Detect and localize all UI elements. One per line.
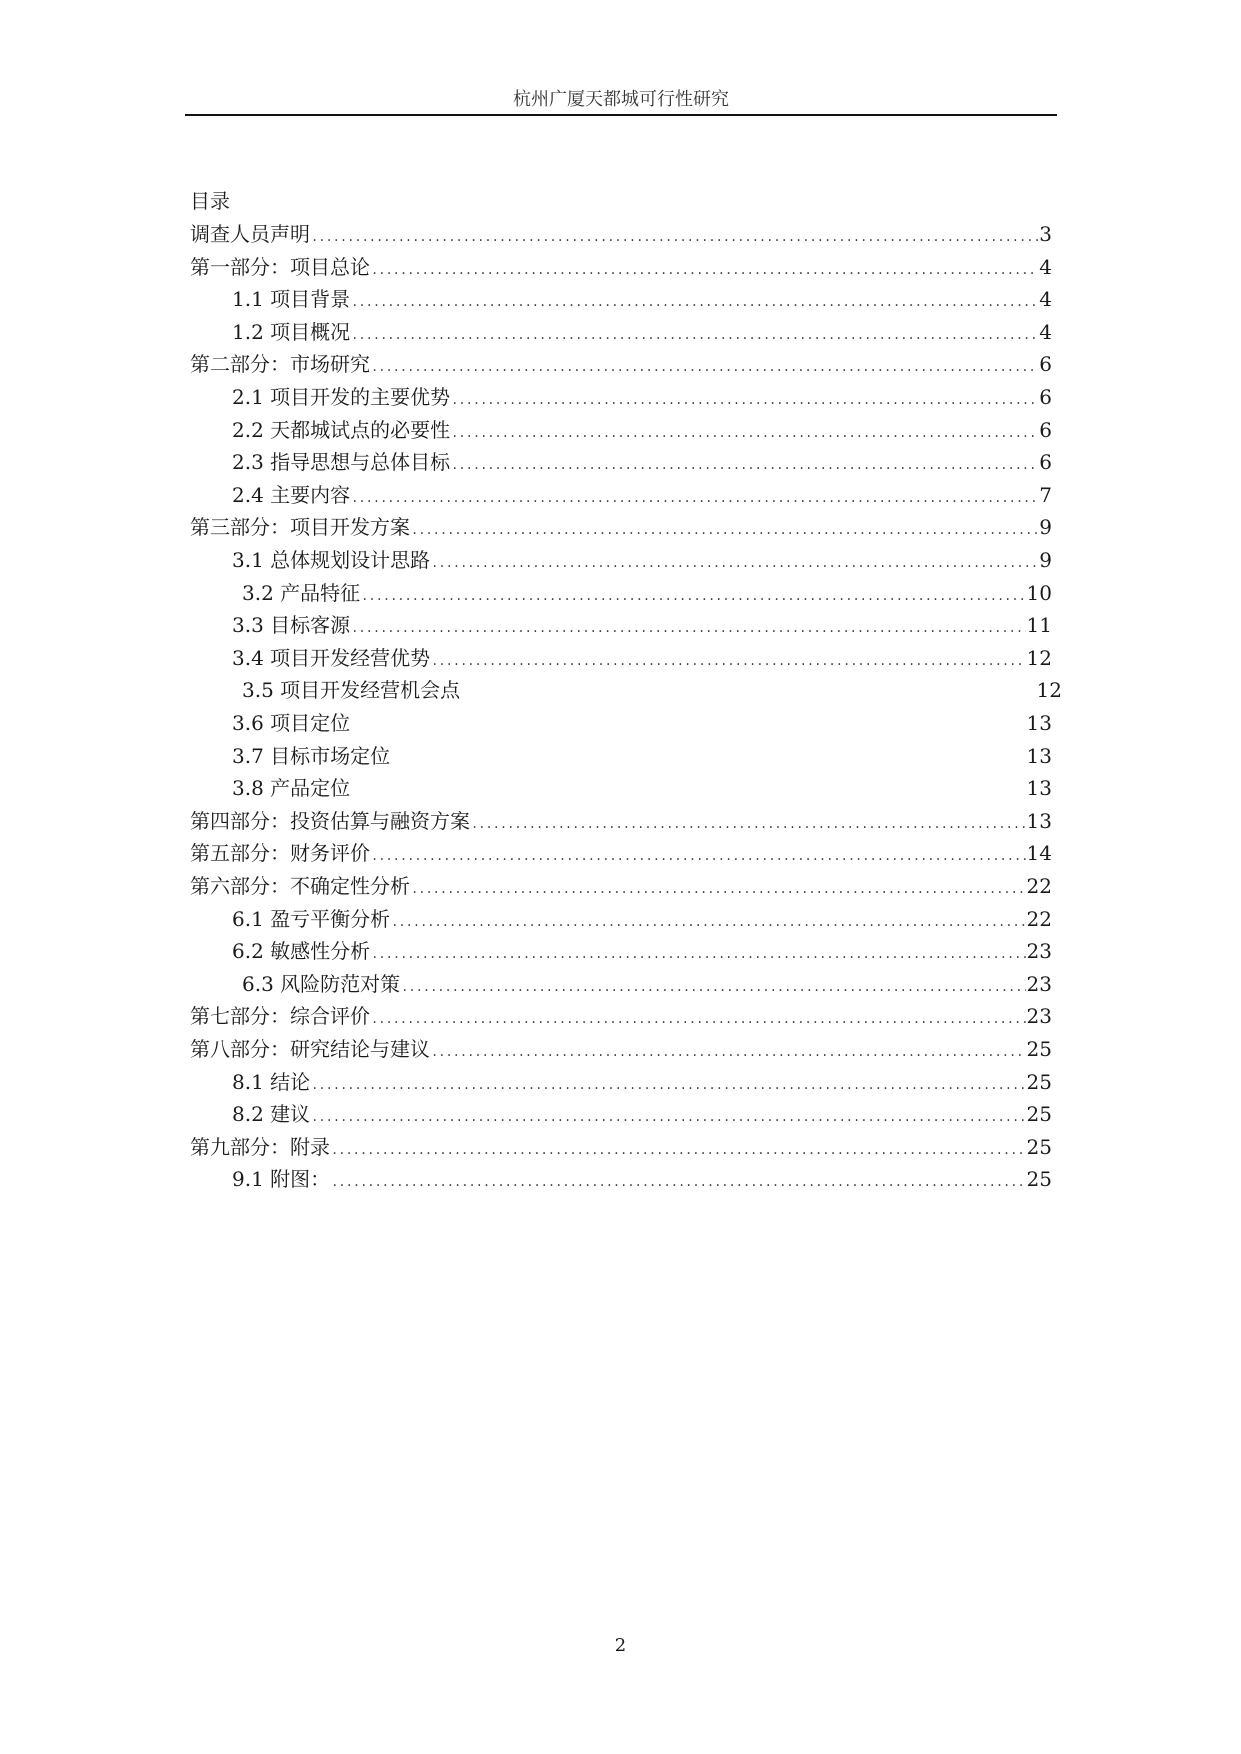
toc-entry-label: 第七部分：综合评价 (190, 1004, 370, 1029)
toc-entry[interactable] (232, 414, 1052, 447)
toc-title: 目录 (190, 189, 230, 213)
toc-entry[interactable] (232, 642, 1052, 675)
toc-entry-label: 第一部分：项目总论 (190, 254, 370, 279)
toc-dot-leader (411, 873, 1026, 906)
toc-entry-label: 2.1 项目开发的主要优势 (232, 385, 451, 409)
toc-entry[interactable] (232, 1163, 1052, 1196)
toc-entry[interactable] (232, 381, 1052, 414)
toc-entry-label: 6.1 盈亏平衡分析 (232, 906, 391, 931)
toc-dot-leader (351, 286, 1038, 319)
toc-entry-page: 6 (1039, 352, 1052, 377)
toc-entry-page: 25 (1026, 1069, 1052, 1094)
toc-entry[interactable] (190, 348, 1052, 381)
toc-entry-page: 22 (1026, 874, 1052, 898)
toc-entry[interactable] (232, 1066, 1052, 1099)
toc-entry-label: 6.2 敏感性分析 (232, 939, 371, 964)
toc-dot-leader (401, 971, 1025, 1004)
toc-entry-page: 14 (1026, 841, 1052, 866)
toc-entry[interactable] (232, 740, 1052, 773)
toc-entry-label: 第六部分：不确定性分析 (190, 874, 410, 898)
toc-dot-leader (351, 482, 1038, 515)
toc-entry-label: 3.5 项目开发经营机会点 (242, 678, 461, 703)
toc-dot-leader (371, 254, 1038, 287)
toc-entry-page: 13 (1026, 711, 1052, 735)
toc-entry-page: 23 (1026, 1004, 1052, 1029)
toc-dot-leader (431, 1036, 1026, 1069)
toc-entry-page: 25 (1026, 1134, 1052, 1159)
toc-dot-leader (451, 417, 1038, 450)
toc-entry[interactable] (190, 837, 1052, 870)
toc-entry-page: 25 (1026, 1037, 1052, 1061)
toc-entry-label: 第八部分：研究结论与建议 (190, 1037, 430, 1061)
toc-entry-page: 6 (1039, 450, 1052, 475)
toc-dot-leader (351, 612, 1025, 645)
toc-dot-leader (311, 1069, 1025, 1102)
toc-dot-leader (311, 1101, 1025, 1134)
page-number: 2 (614, 1635, 627, 1656)
toc-entry[interactable] (190, 1131, 1052, 1164)
toc-entry[interactable] (232, 446, 1052, 479)
toc-entry-page: 7 (1039, 482, 1052, 507)
toc-entry-label: 8.2 建议 (232, 1102, 311, 1127)
toc-entry[interactable] (232, 316, 1052, 349)
page-header-title: 杭州广厦天都城可行性研究 (513, 89, 729, 110)
toc-entry-page: 23 (1026, 971, 1052, 996)
toc-entry-label: 1.2 项目概况 (232, 319, 351, 344)
toc-entry-page: 9 (1039, 515, 1052, 540)
toc-dot-leader (331, 1134, 1026, 1167)
toc-entry-page: 12 (1026, 645, 1052, 670)
toc-entry[interactable] (232, 283, 1052, 316)
toc-entry-page: 10 (1026, 580, 1052, 605)
toc-entry-page: 9 (1039, 548, 1052, 572)
toc-entry-page: 4 (1039, 287, 1052, 312)
toc-entry-page: 11 (1026, 613, 1052, 638)
toc-entry[interactable] (232, 903, 1052, 936)
toc-dot-leader (371, 840, 1026, 873)
toc-entry-label: 2.4 主要内容 (232, 482, 351, 507)
toc-entry-label: 3.2 产品特征 (242, 580, 361, 605)
toc-entry-label: 9.1 附图： (232, 1167, 331, 1192)
toc-entry-label: 2.2 天都城试点的必要性 (232, 417, 451, 442)
toc-dot-leader (371, 938, 1025, 971)
toc-dot-leader (431, 645, 1025, 678)
toc-entry[interactable] (190, 1000, 1052, 1033)
toc-dot-leader (371, 1003, 1026, 1036)
toc-dot-leader (311, 221, 1038, 254)
toc-entry-page: 6 (1039, 417, 1052, 442)
toc-entry-page: 6 (1039, 385, 1052, 409)
toc-entry-label: 8.1 结论 (232, 1069, 311, 1094)
toc-entry-page: 25 (1026, 1102, 1052, 1127)
toc-dot-leader (391, 906, 1025, 939)
toc-dot-leader (431, 547, 1038, 580)
toc-entry-label: 第二部分：市场研究 (190, 352, 370, 377)
toc-entry[interactable] (242, 577, 1052, 610)
toc-dot-leader (371, 351, 1038, 384)
toc-entry-label: 3.7 目标市场定位 (232, 743, 391, 768)
toc-entry-page: 4 (1039, 319, 1052, 344)
toc-entry-label: 1.1 项目背景 (232, 287, 351, 312)
toc-entry-label: 第九部分：附录 (190, 1134, 330, 1159)
toc-entry-label: 调查人员声明 (190, 222, 310, 246)
toc-entry-page: 4 (1039, 254, 1052, 279)
toc-entry[interactable] (242, 968, 1052, 1001)
toc-dot-leader (411, 514, 1038, 547)
toc-entry[interactable] (232, 1098, 1052, 1131)
toc-dot-leader (361, 580, 1025, 613)
toc-entry-label: 3.8 产品定位 (232, 776, 351, 801)
header-divider (185, 114, 1057, 116)
toc-entry-label: 3.6 项目定位 (232, 711, 351, 735)
toc-entry[interactable] (190, 251, 1052, 284)
toc-entry[interactable] (232, 935, 1052, 968)
toc-entry-page: 13 (1026, 743, 1052, 768)
toc-entry[interactable] (190, 805, 1052, 838)
toc-entry[interactable] (232, 479, 1052, 512)
toc-entry[interactable] (232, 609, 1052, 642)
toc-entry[interactable] (190, 870, 1052, 903)
toc-dot-leader (451, 449, 1038, 482)
toc-entry-page: 12 (1036, 678, 1062, 703)
toc-entry[interactable] (232, 544, 1052, 577)
toc-entry-page: 13 (1026, 808, 1052, 833)
toc-entry-label: 6.3 风险防范对策 (242, 971, 401, 996)
toc-dot-leader (331, 1166, 1025, 1199)
toc-entry-label: 第三部分：项目开发方案 (190, 515, 410, 540)
toc-dot-leader (451, 384, 1038, 417)
toc-entry-page: 23 (1026, 939, 1052, 964)
toc-dot-leader (351, 319, 1038, 352)
toc-entry[interactable] (190, 511, 1052, 544)
toc-dot-leader (471, 808, 1026, 841)
toc-entry-label: 2.3 指导思想与总体目标 (232, 450, 451, 475)
toc-entry[interactable] (190, 218, 1052, 251)
toc-entry[interactable] (232, 707, 1052, 740)
toc-entry-label: 3.1 总体规划设计思路 (232, 548, 431, 572)
toc-entry[interactable] (232, 772, 1052, 805)
toc-entry-label: 第五部分：财务评价 (190, 841, 370, 866)
toc-entry-page: 22 (1026, 906, 1052, 931)
toc-entry-label: 3.3 目标客源 (232, 613, 351, 638)
toc-entry-page: 25 (1026, 1167, 1052, 1192)
toc-entry[interactable] (242, 674, 1062, 707)
toc-entry[interactable] (190, 1033, 1052, 1066)
toc-entry-label: 3.4 项目开发经营优势 (232, 645, 431, 670)
toc-entry-page: 3 (1039, 222, 1052, 246)
toc-entry-page: 13 (1026, 776, 1052, 801)
toc-entry-label: 第四部分：投资估算与融资方案 (190, 808, 470, 833)
